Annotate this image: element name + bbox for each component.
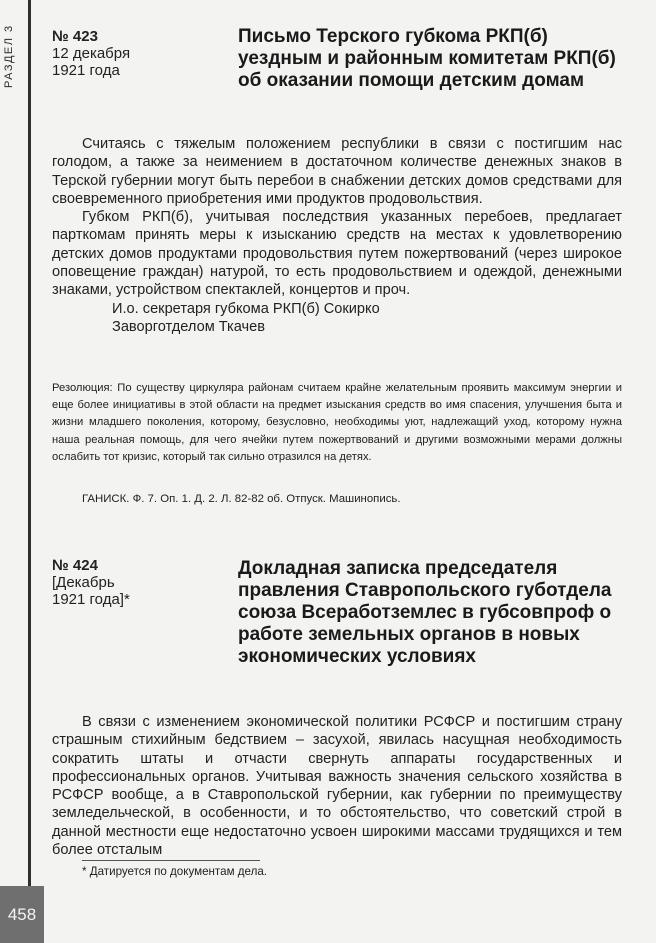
footnote: * Датируется по документам дела.	[82, 865, 268, 878]
section-label: РАЗДЕЛ 3	[3, 24, 15, 88]
doc-424-paragraph-1: В связи с изменением экономической политики РСФСР и постигшим страну страшным стихийным бедствием – засухой, явилась насущная необходимость сократить штаты и отчасти свернуть аппараты государственных и профессиональных органов. Учитывая важность значения сельского хозяйства в РСФСР вообще, а в Ставропольской губернии, как губернии по преимуществу земледельческой, в особенности, и то обстоятельство, что советский строй в данной местности еще недостаточно усвоен широкими массами трудящихся и тем более отсталым	[52, 714, 622, 859]
doc-424-date-line2: 1921 года]*	[52, 591, 130, 608]
doc-423-paragraph-2: Губком РКП(б), учитывая последствия указанных перебоев, предлагает парткомам принять меры к изысканию средств на местах к удовлетворению детских домов продуктами продовольствия путем пожертвований (через широкое оповещение граждан) натурой, то есть продовольствием и одеждой, денежными знаками, устройством спектаклей, концертов и проч.	[52, 209, 622, 299]
footnote-divider	[82, 860, 260, 861]
doc-423-meta	[52, 28, 130, 79]
doc-423-body	[52, 135, 622, 336]
doc-423-paragraph-1: Считаясь с тяжелым положением республики в связи с постигшим нас голодом, а также за неимением в достаточном количестве денежных знаков в Терской губернии могут быть перебои в снабжении детских домов средствами для своевременного приобретения ими продуктов продовольствия.	[52, 136, 622, 207]
doc-423-date-line2: 1921 года	[52, 62, 120, 79]
page-number: 458	[0, 886, 44, 943]
page-sidebar	[0, 0, 31, 886]
doc-423-signature-2: Заворготделом Ткачев	[112, 318, 266, 335]
doc-423-resolution: Резолюция: По существу циркуляра районам считаем крайне желательным проявить максимум энергии и еще более инициативы в этой области на предмет изыскания средств во имя спасения, улучшения быта и жизни младшего поколения, которому, безусловно, необходимы уют, надлежащий уход, которому нужна наша реальная помощь, для чего ячейки путем пожертвований и другими возможными мерами должны ослабить тот кризис, который так сильно отразился на детях.	[52, 382, 622, 463]
doc-423-signature-1: И.о. секретаря губкома РКП(б) Сокирко	[112, 300, 380, 317]
doc-424-body	[52, 713, 622, 859]
doc-423-number: № 423	[52, 28, 98, 45]
doc-424-meta	[52, 557, 130, 608]
doc-423-date-line1: 12 декабря	[52, 45, 131, 62]
doc-423-title: Письмо Терского губкома РКП(б) уездным и районным комитетам РКП(б) об оказании помощи детским домам	[238, 26, 616, 91]
doc-424-number: № 424	[52, 557, 98, 574]
doc-424-title: Докладная записка председателя правления Ставропольского губотдела союза Всеработземлес в губсовпроф о работе земельных органов в новых экономических условиях	[238, 558, 612, 667]
doc-423-archive-reference: ГАНИСК. Ф. 7. Оп. 1. Д. 2. Л. 82-82 об. Отпуск. Машинопись.	[82, 493, 401, 505]
doc-424-date-line1: [Декабрь	[52, 574, 115, 591]
